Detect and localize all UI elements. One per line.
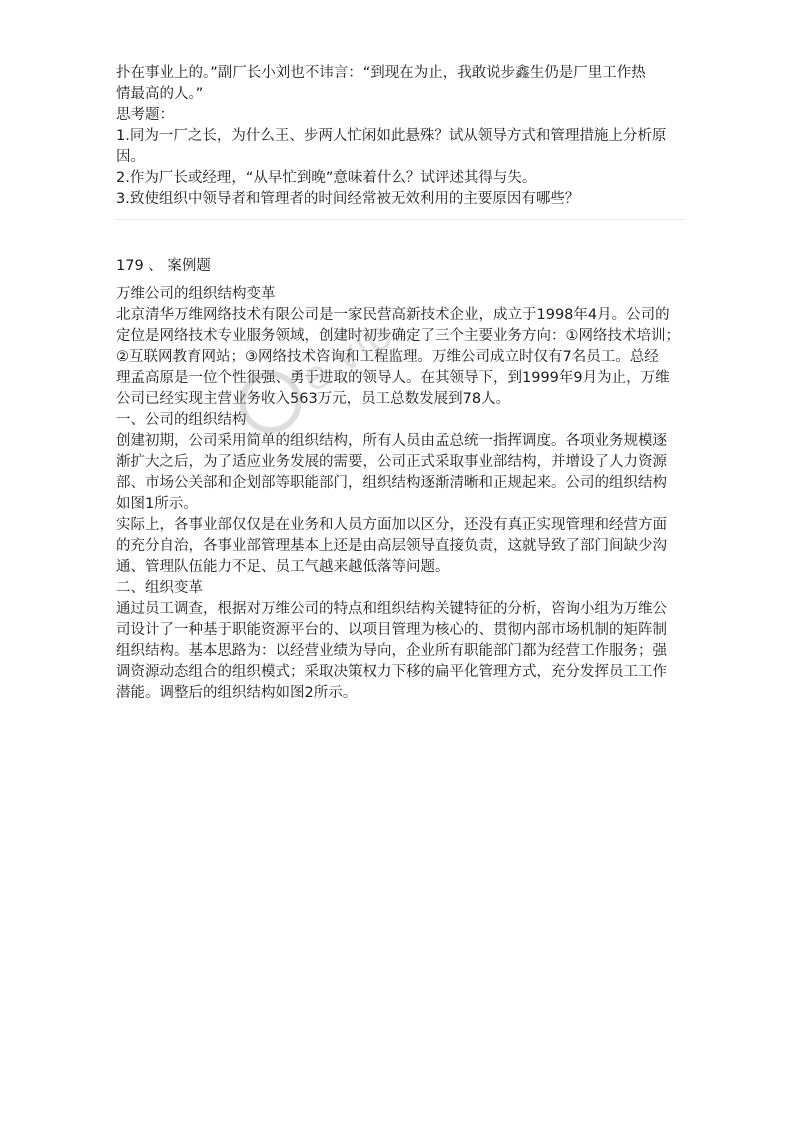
section-divider bbox=[116, 219, 684, 220]
paragraph-line: 如图1所示。 bbox=[116, 496, 198, 512]
previous-case-ending bbox=[116, 63, 688, 210]
section-heading-structure: 一、公司的组织结构 bbox=[116, 412, 247, 428]
case-section bbox=[116, 256, 688, 704]
question-2: 2.作为厂长或经理，“从早忙到晚”意味着什么？试评述其得与失。 bbox=[116, 170, 537, 186]
question-1: 1.同为一厂之长，为什么王、步两人忙闲如此悬殊？试从领导方式和管理措施上分析原 bbox=[116, 128, 667, 144]
paragraph-line: 公司已经实现主营业务收入563万元，员工总数发展到78人。 bbox=[116, 391, 511, 407]
paragraph-line: 理孟高原是一位个性很强、勇于进取的领导人。在其领导下，到1999年9月为止，万维 bbox=[116, 370, 670, 386]
paragraph-line: 创建初期，公司采用简单的组织结构，所有人员由孟总统一指挥调度。各项业务规模逐 bbox=[116, 433, 667, 449]
paragraph-line: 定位是网络技术专业服务领域，创建时初步确定了三个主要业务方向：①网络技术培训； bbox=[116, 328, 680, 344]
paragraph-line: 调资源动态组合的组织模式；采取决策权力下移的扁平化管理方式，充分发挥员工工作 bbox=[116, 664, 667, 680]
section-heading-change: 二、组织变革 bbox=[116, 580, 203, 596]
questions-heading: 思考题： bbox=[116, 107, 174, 123]
paragraph-line: ②互联网教育网站；③网络技术咨询和工程监理。万维公司成立时仅有7名员工。总经 bbox=[116, 349, 659, 365]
paragraph-line: 潜能。调整后的组织结构如图2所示。 bbox=[116, 685, 358, 701]
paragraph-line: 组织结构。基本思路为：以经营业绩为导向，企业所有职能部门都为经营工作服务；强 bbox=[116, 643, 667, 659]
paragraph-line: 通过员工调查，根据对万维公司的特点和组织结构关键特征的分析，咨询小组为万维公 bbox=[116, 601, 667, 617]
text-line: 扑在事业上的。”副厂长小刘也不讳言：“到现在为止，我敢说步鑫生仍是厂里工作热 bbox=[116, 65, 646, 81]
paragraph-line: 渐扩大之后，为了适应业务发展的需要，公司正式采取事业部结构，并增设了人力资源 bbox=[116, 454, 667, 470]
case-number: 179 、 案例题 bbox=[116, 258, 211, 274]
case-title: 万维公司的组织结构变革 bbox=[116, 286, 276, 302]
svg-text:e.vip: e.vip bbox=[293, 311, 401, 403]
paragraph-line: 实际上，各事业部仅仅是在业务和人员方面加以区分，还没有真正实现管理和经营方面 bbox=[116, 517, 667, 533]
question-3: 3.致使组织中领导者和管理者的时间经常被无效利用的主要原因有哪些？ bbox=[116, 191, 580, 207]
paragraph-line: 司设计了一种基于职能资源平台的、以项目管理为核心的、贯彻内部市场机制的矩阵制 bbox=[116, 622, 667, 638]
paragraph-line: 部、市场公关部和企划部等职能部门，组织结构逐渐清晰和正规起来。公司的组织结构 bbox=[116, 475, 667, 491]
question-1-cont: 因。 bbox=[116, 149, 145, 165]
paragraph-line: 通、管理队伍能力不足、员工气越来越低落等问题。 bbox=[116, 559, 450, 575]
text-line: 情最高的人。” bbox=[116, 86, 204, 102]
paragraph-line: 的充分自治，各事业部管理基本上还是由高层领导直接负责，这就导致了部门间缺少沟 bbox=[116, 538, 667, 554]
paragraph-line: 北京清华万维网络技术有限公司是一家民营高新技术企业，成立于1998年4月。公司的 bbox=[116, 307, 670, 323]
